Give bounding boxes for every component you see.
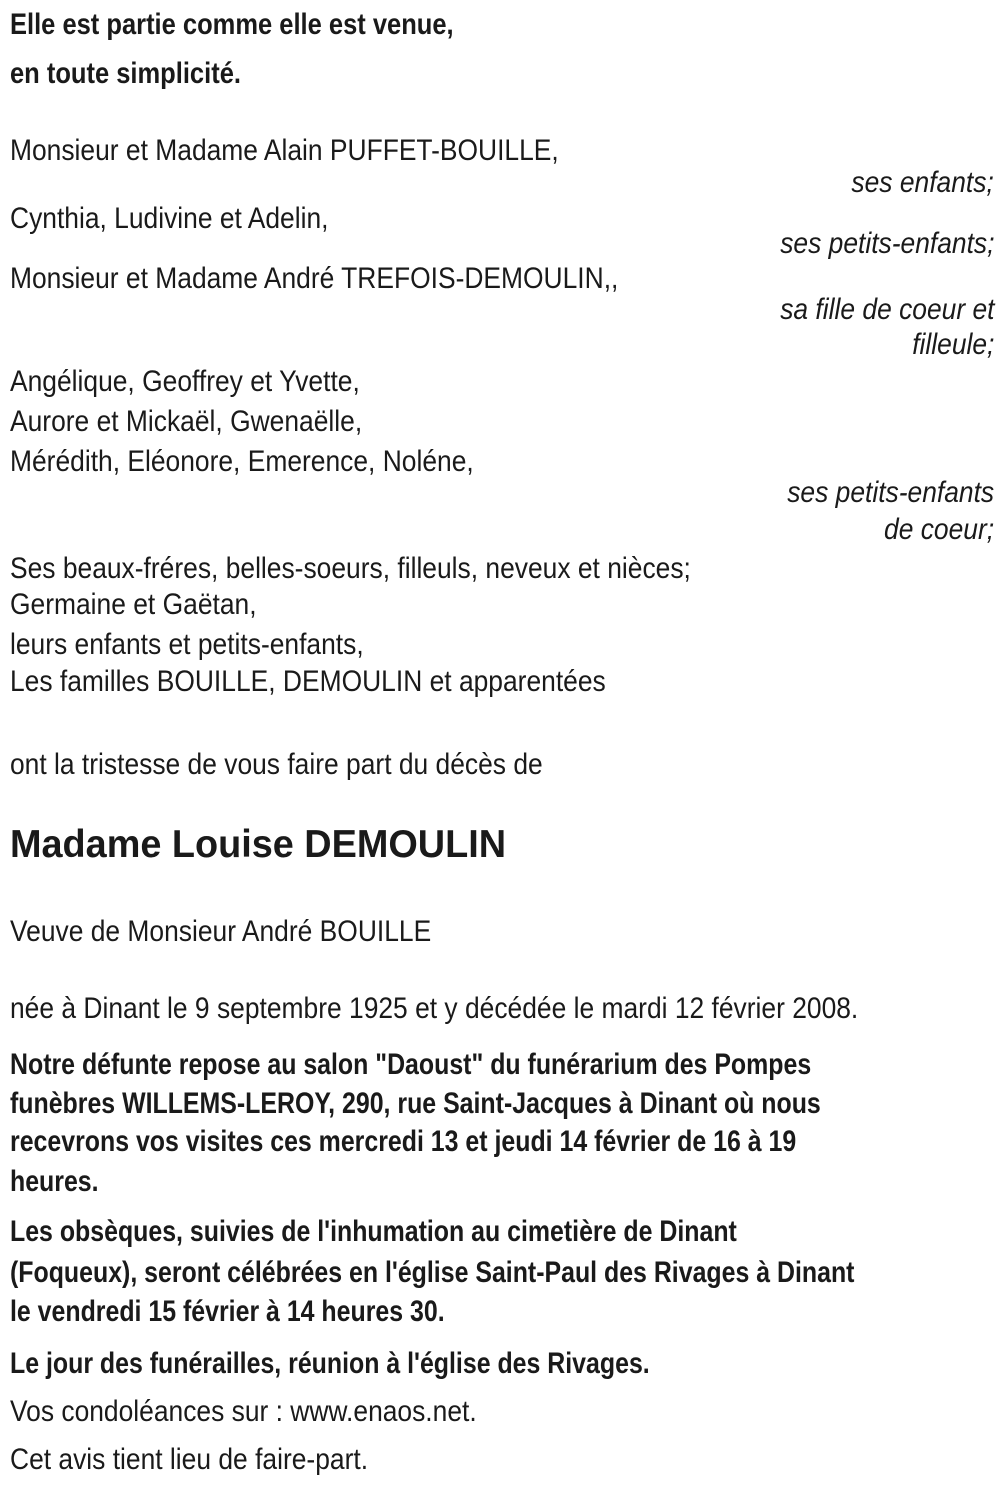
condolences-line: Vos condoléances sur : www.enaos.net. [10, 1395, 477, 1428]
deceased-name: Madame Louise DEMOULIN [10, 823, 507, 866]
viewing-line-3: recevrons vos visites ces mercredi 13 et jeudi 14 février de 16 à 19 [10, 1125, 797, 1158]
epigraph-line-1: Elle est partie comme elle est venue, [10, 8, 454, 41]
relation-label-3a: sa fille de coeur et [779, 293, 994, 326]
funeral-line-2: (Foqueux), seront célébrées en l'église Saint-Paul des Rivages à Dinant [10, 1256, 855, 1289]
life-dates-line: née à Dinant le 9 septembre 1925 et y décédée le mardi 12 février 2008. [10, 992, 859, 1025]
viewing-line-4: heures. [10, 1165, 99, 1198]
funeral-line-1: Les obsèques, suivies de l'inhumation au cimetière de Dinant [10, 1215, 737, 1248]
viewing-line-1: Notre défunte repose au salon "Daoust" du funérarium des Pompes [10, 1048, 812, 1081]
funeral-line-3: le vendredi 15 février à 14 heures 30. [10, 1295, 445, 1328]
relation-label-4b: de coeur; [883, 513, 994, 546]
mourner-names-8: Germaine et Gaëtan, [10, 588, 257, 621]
widow-of-line: Veuve de Monsieur André BOUILLE [10, 915, 432, 948]
reunion-line: Le jour des funérailles, réunion à l'église des Rivages. [10, 1347, 650, 1380]
relation-label-4a: ses petits-enfants [787, 476, 994, 509]
mourner-names-4: Angélique, Geoffrey et Yvette, [10, 365, 360, 398]
closing-line: Cet avis tient lieu de faire-part. [10, 1443, 369, 1476]
mourner-names-6: Mérédith, Eléonore, Emerence, Noléne, [10, 445, 474, 478]
relation-label-2: ses petits-enfants; [779, 227, 994, 260]
announcement-text: ont la tristesse de vous faire part du décès de [10, 748, 543, 781]
mourner-names-10: Les familles BOUILLE, DEMOULIN et apparentées [10, 665, 606, 698]
epigraph-line-2: en toute simplicité. [10, 57, 241, 90]
mourner-names-5: Aurore et Mickaël, Gwenaëlle, [10, 405, 363, 438]
mourner-names-2: Cynthia, Ludivine et Adelin, [10, 202, 329, 235]
mourner-names-7: Ses beaux-fréres, belles-soeurs, filleuls, neveux et nièces; [10, 552, 691, 585]
mourner-names-9: leurs enfants et petits-enfants, [10, 628, 364, 661]
mourner-names-3: Monsieur et Madame André TREFOIS-DEMOULIN,, [10, 262, 619, 295]
viewing-line-2: funèbres WILLEMS-LEROY, 290, rue Saint-Jacques à Dinant où nous [10, 1087, 821, 1120]
relation-label-3b: filleule; [911, 328, 994, 361]
relation-label-1: ses enfants; [851, 166, 994, 199]
mourner-names-1: Monsieur et Madame Alain PUFFET-BOUILLE, [10, 134, 559, 167]
